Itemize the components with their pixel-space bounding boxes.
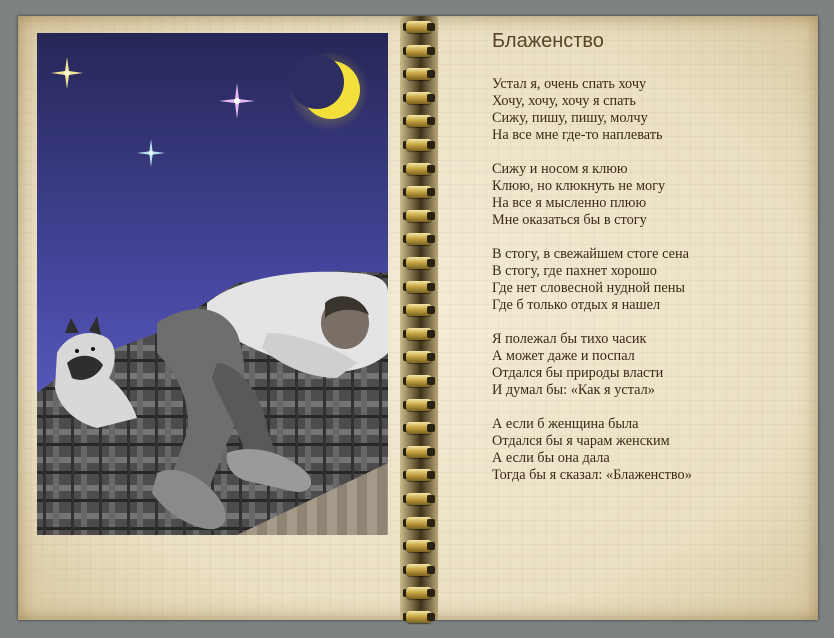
- stanza: [492, 331, 812, 399]
- binding-ring: [400, 516, 438, 530]
- illustration: [37, 33, 388, 535]
- binding-ring: [400, 162, 438, 176]
- poem-line: Где нет словесной нудной пены: [492, 280, 686, 296]
- poem-line: Где б только отдых я нашел: [492, 297, 661, 313]
- binding-ring: [400, 114, 438, 128]
- night-scene: [37, 33, 388, 535]
- binding-ring: [400, 610, 438, 624]
- poem-line: Сижу и носом я клюю: [492, 161, 628, 177]
- poem-line: Хочу, хочу, хочу я спать: [492, 93, 636, 109]
- poem-line: Я полежал бы тихо часик: [492, 331, 647, 347]
- poem-title: Блаженство: [492, 30, 604, 52]
- poem-line: На все я мысленно плюю: [492, 195, 647, 211]
- binding-ring: [400, 563, 438, 577]
- binding-ring: [400, 138, 438, 152]
- binding-ring: [400, 398, 438, 412]
- poem-line: Отдался бы я чарам женским: [492, 433, 670, 449]
- poem-body: [492, 76, 812, 501]
- crescent-moon-icon: [289, 51, 369, 131]
- binding-ring: [400, 44, 438, 58]
- binding-ring: [400, 91, 438, 105]
- binding-ring: [400, 280, 438, 294]
- spiral-binding: [400, 16, 438, 620]
- binding-ring: [400, 586, 438, 600]
- notebook-spread: [18, 16, 818, 620]
- binding-ring: [400, 20, 438, 34]
- poem-line: В стогу, где пахнет хорошо: [492, 263, 657, 279]
- binding-ring: [400, 468, 438, 482]
- poem-line: Отдался бы природы власти: [492, 365, 664, 381]
- poem-line: Клюю, но клюкнуть не могу: [492, 178, 666, 194]
- stanza: [492, 246, 812, 314]
- poem-line: Тогда бы я сказал: «Блаженство»: [492, 467, 692, 483]
- binding-ring: [400, 185, 438, 199]
- binding-ring: [400, 421, 438, 435]
- binding-ring: [400, 232, 438, 246]
- binding-ring: [400, 303, 438, 317]
- binding-ring: [400, 492, 438, 506]
- poem-line: Устал я, очень спать хочу: [492, 76, 647, 92]
- binding-ring: [400, 327, 438, 341]
- binding-ring: [400, 374, 438, 388]
- binding-ring: [400, 67, 438, 81]
- poem-line: И думал бы: «Как я устал»: [492, 382, 655, 398]
- binding-ring: [400, 209, 438, 223]
- poem-line: В стогу, в свежайшем стоге сена: [492, 246, 689, 262]
- binding-ring: [400, 445, 438, 459]
- poem-line: На все мне где-то наплевать: [492, 127, 663, 143]
- binding-ring: [400, 539, 438, 553]
- stanza: [492, 161, 812, 229]
- stanza: [492, 416, 812, 484]
- binding-ring: [400, 256, 438, 270]
- poem-line: А если бы она дала: [492, 450, 610, 466]
- poem-line: А если б женщина была: [492, 416, 639, 432]
- poem-line: А может даже и поспал: [492, 348, 635, 364]
- left-page: [18, 16, 398, 620]
- right-page: [438, 16, 818, 620]
- stanza: [492, 76, 812, 144]
- poem-line: Мне оказаться бы в стогу: [492, 212, 647, 228]
- poem-line: Сижу, пишу, пишу, молчу: [492, 110, 648, 126]
- binding-ring: [400, 350, 438, 364]
